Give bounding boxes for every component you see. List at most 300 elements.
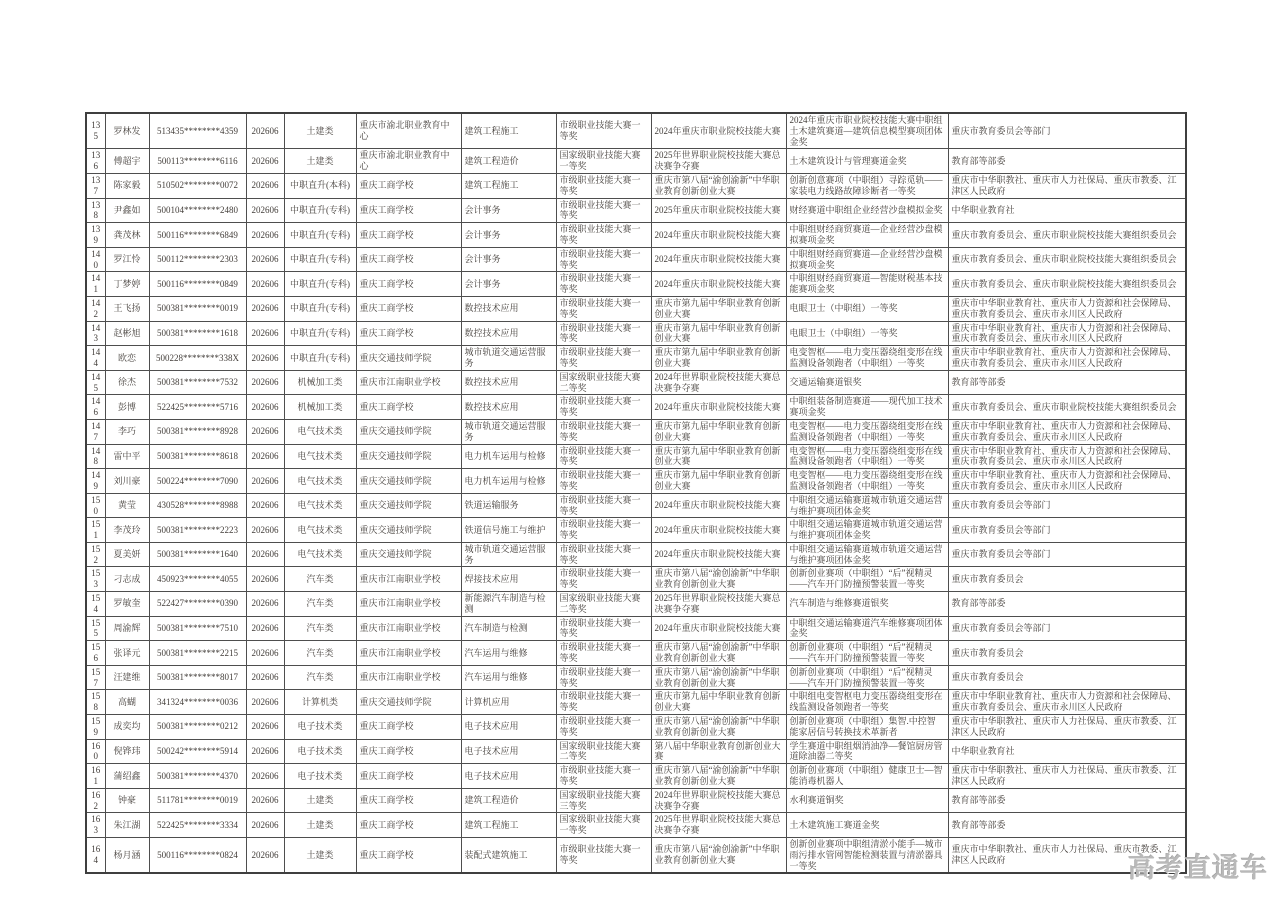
cell-code: 202606	[246, 690, 284, 715]
cell-organizer: 重庆市教育委员会、重庆市职业院校技能大赛组织委员会	[948, 395, 1186, 420]
cell-level: 市级职业技能大赛一等奖	[556, 567, 651, 592]
cell-competition: 第八届中华职业教育创新创业大赛	[651, 739, 786, 764]
cell-major: 汽车运用与维修	[461, 641, 556, 666]
cell-code: 202606	[246, 641, 284, 666]
cell-organizer: 重庆市中华职业教育社、重庆市人力资源和社会保障局、重庆市教育委员会、重庆市永川区人民政府	[948, 296, 1186, 321]
table-row	[86, 247, 1186, 272]
cell-id: 500381********8618	[149, 444, 246, 469]
cell-level: 市级职业技能大赛一等奖	[556, 223, 651, 248]
cell-major: 铁道信号施工与维护	[461, 518, 556, 543]
cell-name: 周渝辉	[105, 616, 149, 641]
cell-organizer: 教育部等部委	[948, 370, 1186, 395]
cell-school: 重庆市江南职业学校	[356, 641, 461, 666]
cell-name: 蒲绍鑫	[105, 764, 149, 789]
cell-award: 电变智枢——电力变压器绕组变形在线监测设备领跑者（中职组）一等奖	[786, 419, 948, 444]
cell-major: 会计事务	[461, 223, 556, 248]
cell-no: 156	[86, 641, 105, 666]
cell-major: 城市轨道交通运营服务	[461, 419, 556, 444]
table-row	[86, 518, 1186, 543]
cell-no: 146	[86, 395, 105, 420]
cell-no: 150	[86, 493, 105, 518]
cell-school: 重庆市渝北职业教育中心	[356, 113, 461, 149]
cell-competition: 2024年重庆市职业院校技能大赛	[651, 542, 786, 567]
cell-name: 罗江怜	[105, 247, 149, 272]
cell-competition: 2024年世界职业院校技能大赛总决赛争夺赛	[651, 370, 786, 395]
cell-category: 中职直升(专科)	[284, 272, 356, 297]
cell-school: 重庆市江南职业学校	[356, 665, 461, 690]
cell-major: 数控技术应用	[461, 395, 556, 420]
cell-name: 罗林发	[105, 113, 149, 149]
cell-id: 500381********7532	[149, 370, 246, 395]
table-row	[86, 493, 1186, 518]
cell-major: 建筑工程施工	[461, 113, 556, 149]
cell-major: 电力机车运用与检修	[461, 444, 556, 469]
cell-code: 202606	[246, 223, 284, 248]
cell-organizer: 重庆市中华职教社、重庆市人力社保局、重庆市教委、江津区人民政府	[948, 838, 1186, 874]
cell-no: 161	[86, 764, 105, 789]
table-row	[86, 272, 1186, 297]
cell-organizer: 重庆市教育委员会	[948, 641, 1186, 666]
cell-award: 财经赛道中职组企业经营沙盘模拟金奖	[786, 198, 948, 223]
cell-school: 重庆交通技师学院	[356, 469, 461, 494]
table-row	[86, 321, 1186, 346]
table-row	[86, 592, 1186, 617]
cell-level: 市级职业技能大赛一等奖	[556, 247, 651, 272]
cell-name: 倪铧玮	[105, 739, 149, 764]
cell-competition: 重庆市第八届“渝创渝新”中华职业教育创新创业大赛	[651, 764, 786, 789]
cell-organizer: 重庆市教育委员会等部门	[948, 518, 1186, 543]
cell-id: 511781********0019	[149, 788, 246, 813]
cell-code: 202606	[246, 592, 284, 617]
cell-code: 202606	[246, 813, 284, 838]
table-row	[86, 198, 1186, 223]
cell-id: 513435********4359	[149, 113, 246, 149]
cell-award: 中职组电变智枢电力变压器绕组变形在线监测设备领跑者一等奖	[786, 690, 948, 715]
cell-category: 机械加工类	[284, 370, 356, 395]
cell-name: 赵彬旭	[105, 321, 149, 346]
cell-competition: 2025年世界职业院校技能大赛总决赛争夺赛	[651, 149, 786, 174]
cell-category: 汽车类	[284, 592, 356, 617]
cell-competition: 重庆市第九届中华职业教育创新创业大赛	[651, 444, 786, 469]
cell-name: 李巧	[105, 419, 149, 444]
table-row	[86, 113, 1186, 149]
cell-competition: 2025年重庆市职业院校技能大赛	[651, 198, 786, 223]
cell-competition: 重庆市第八届“渝创渝新”中华职业教育创新创业大赛	[651, 838, 786, 874]
cell-category: 中职直升(专科)	[284, 296, 356, 321]
cell-code: 202606	[246, 764, 284, 789]
cell-level: 市级职业技能大赛一等奖	[556, 616, 651, 641]
table-row	[86, 444, 1186, 469]
cell-organizer: 重庆市中华职业教育社、重庆市人力资源和社会保障局、重庆市教育委员会、重庆市永川区人民政府	[948, 690, 1186, 715]
cell-no: 135	[86, 113, 105, 149]
cell-major: 会计事务	[461, 272, 556, 297]
cell-category: 计算机类	[284, 690, 356, 715]
cell-school: 重庆交通技师学院	[356, 518, 461, 543]
cell-major: 建筑工程施工	[461, 173, 556, 198]
cell-level: 市级职业技能大赛一等奖	[556, 764, 651, 789]
cell-category: 中职直升(专科)	[284, 346, 356, 371]
cell-id: 500116********0849	[149, 272, 246, 297]
cell-no: 158	[86, 690, 105, 715]
cell-award: 中职组财经商贸赛道—企业经营沙盘模拟赛项金奖	[786, 223, 948, 248]
cell-level: 市级职业技能大赛一等奖	[556, 346, 651, 371]
cell-competition: 重庆市第八届“渝创渝新”中华职业教育创新创业大赛	[651, 641, 786, 666]
cell-level: 市级职业技能大赛一等奖	[556, 838, 651, 874]
cell-no: 147	[86, 419, 105, 444]
cell-id: 522425********5716	[149, 395, 246, 420]
cell-organizer: 重庆市中华职业教育社、重庆市人力资源和社会保障局、重庆市教育委员会、重庆市永川区人民政府	[948, 419, 1186, 444]
cell-award: 创新创业赛项（中职组）健康卫士—智能消毒机器人	[786, 764, 948, 789]
cell-competition: 重庆市第九届中华职业教育创新创业大赛	[651, 321, 786, 346]
cell-school: 重庆交通技师学院	[356, 346, 461, 371]
cell-level: 市级职业技能大赛一等奖	[556, 690, 651, 715]
cell-name: 汪建维	[105, 665, 149, 690]
cell-category: 电气技术类	[284, 419, 356, 444]
cell-school: 重庆市江南职业学校	[356, 616, 461, 641]
cell-code: 202606	[246, 419, 284, 444]
cell-major: 城市轨道交通运营服务	[461, 346, 556, 371]
cell-level: 国家级职业技能大赛一等奖	[556, 149, 651, 174]
cell-category: 土建类	[284, 838, 356, 874]
cell-name: 雷中平	[105, 444, 149, 469]
cell-id: 500381********7510	[149, 616, 246, 641]
cell-no: 164	[86, 838, 105, 874]
cell-competition: 2024年重庆市职业院校技能大赛	[651, 272, 786, 297]
cell-major: 数控技术应用	[461, 296, 556, 321]
cell-code: 202606	[246, 542, 284, 567]
cell-school: 重庆工商学校	[356, 198, 461, 223]
cell-category: 土建类	[284, 149, 356, 174]
cell-organizer: 重庆市教育委员会等部门	[948, 113, 1186, 149]
cell-id: 522425********3334	[149, 813, 246, 838]
cell-award: 电眼卫士（中职组）一等奖	[786, 321, 948, 346]
cell-name: 龚茂林	[105, 223, 149, 248]
cell-competition: 2024年重庆市职业院校技能大赛	[651, 223, 786, 248]
cell-category: 机械加工类	[284, 395, 356, 420]
cell-id: 500381********1618	[149, 321, 246, 346]
cell-award: 电变智枢——电力变压器绕组变形在线监测设备领跑者（中职组）一等奖	[786, 444, 948, 469]
cell-major: 电子技术应用	[461, 739, 556, 764]
cell-award: 中职组财经商贸赛道—企业经营沙盘模拟赛项金奖	[786, 247, 948, 272]
cell-level: 市级职业技能大赛一等奖	[556, 542, 651, 567]
cell-award: 2024年重庆市职业院校技能大赛中职组土木建筑赛道—建筑信息模型赛项团体金奖	[786, 113, 948, 149]
cell-award: 中职组交通运输赛道城市轨道交通运营与维护赛项团体金奖	[786, 518, 948, 543]
cell-school: 重庆交通技师学院	[356, 690, 461, 715]
cell-no: 145	[86, 370, 105, 395]
cell-organizer: 教育部等部委	[948, 149, 1186, 174]
cell-organizer: 重庆市教育委员会、重庆市职业院校技能大赛组织委员会	[948, 247, 1186, 272]
cell-id: 500381********4370	[149, 764, 246, 789]
table-row	[86, 838, 1186, 874]
cell-major: 建筑工程造价	[461, 788, 556, 813]
cell-code: 202606	[246, 272, 284, 297]
cell-id: 500381********2223	[149, 518, 246, 543]
cell-organizer: 重庆市中华职业教育社、重庆市人力资源和社会保障局、重庆市教育委员会、重庆市永川区人民政府	[948, 469, 1186, 494]
cell-award: 水利赛道铜奖	[786, 788, 948, 813]
cell-level: 市级职业技能大赛一等奖	[556, 198, 651, 223]
cell-level: 市级职业技能大赛一等奖	[556, 469, 651, 494]
cell-name: 夏美妍	[105, 542, 149, 567]
cell-id: 500381********8017	[149, 665, 246, 690]
cell-code: 202606	[246, 665, 284, 690]
cell-school: 重庆市渝北职业教育中心	[356, 149, 461, 174]
cell-school: 重庆交通技师学院	[356, 493, 461, 518]
cell-competition: 2024年重庆市职业院校技能大赛	[651, 113, 786, 149]
cell-level: 市级职业技能大赛一等奖	[556, 715, 651, 740]
cell-major: 汽车运用与维修	[461, 665, 556, 690]
cell-no: 149	[86, 469, 105, 494]
cell-no: 143	[86, 321, 105, 346]
cell-major: 会计事务	[461, 198, 556, 223]
cell-award: 学生赛道中职组烟消油净—餐馆厨房管道除油器二等奖	[786, 739, 948, 764]
cell-level: 市级职业技能大赛一等奖	[556, 272, 651, 297]
table-row	[86, 395, 1186, 420]
cell-organizer: 教育部等部委	[948, 592, 1186, 617]
table-row	[86, 788, 1186, 813]
cell-level: 国家级职业技能大赛二等奖	[556, 592, 651, 617]
cell-school: 重庆交通技师学院	[356, 444, 461, 469]
cell-major: 会计事务	[461, 247, 556, 272]
cell-award: 创新创业赛项（中职组）“后”视精灵——汽车开门防撞预警装置一等奖	[786, 665, 948, 690]
table-row	[86, 739, 1186, 764]
cell-no: 139	[86, 223, 105, 248]
cell-name: 刁志成	[105, 567, 149, 592]
award-table-body	[86, 113, 1186, 873]
cell-no: 159	[86, 715, 105, 740]
cell-code: 202606	[246, 247, 284, 272]
cell-category: 电子技术类	[284, 764, 356, 789]
cell-category: 电子技术类	[284, 715, 356, 740]
cell-id: 500381********2215	[149, 641, 246, 666]
cell-id: 500381********0019	[149, 296, 246, 321]
cell-level: 市级职业技能大赛一等奖	[556, 518, 651, 543]
cell-category: 土建类	[284, 113, 356, 149]
cell-level: 市级职业技能大赛一等奖	[556, 113, 651, 149]
cell-organizer: 重庆市中华职教社、重庆市人力社保局、重庆市教委、江津区人民政府	[948, 715, 1186, 740]
cell-name: 丁梦婷	[105, 272, 149, 297]
cell-level: 国家级职业技能大赛一等奖	[556, 813, 651, 838]
cell-major: 电子技术应用	[461, 764, 556, 789]
cell-award: 土木建筑施工赛道金奖	[786, 813, 948, 838]
cell-school: 重庆工商学校	[356, 247, 461, 272]
table-row	[86, 346, 1186, 371]
cell-organizer: 中华职业教育社	[948, 198, 1186, 223]
cell-level: 市级职业技能大赛一等奖	[556, 321, 651, 346]
cell-award: 中职组交通运输赛道城市轨道交通运营与维护赛项团体金奖	[786, 493, 948, 518]
cell-name: 朱江湖	[105, 813, 149, 838]
table-row	[86, 469, 1186, 494]
cell-no: 152	[86, 542, 105, 567]
cell-name: 王飞扬	[105, 296, 149, 321]
cell-category: 汽车类	[284, 616, 356, 641]
cell-award: 中职组交通运输赛道城市轨道交通运营与维护赛项团体金奖	[786, 542, 948, 567]
cell-level: 市级职业技能大赛一等奖	[556, 493, 651, 518]
cell-code: 202606	[246, 469, 284, 494]
cell-award: 土木建筑设计与管理赛道金奖	[786, 149, 948, 174]
table-row	[86, 813, 1186, 838]
cell-category: 电气技术类	[284, 444, 356, 469]
cell-level: 市级职业技能大赛一等奖	[556, 419, 651, 444]
cell-organizer: 重庆市教育委员会等部门	[948, 542, 1186, 567]
cell-major: 电子技术应用	[461, 715, 556, 740]
cell-competition: 重庆市第九届中华职业教育创新创业大赛	[651, 690, 786, 715]
cell-code: 202606	[246, 395, 284, 420]
cell-id: 500381********0212	[149, 715, 246, 740]
cell-organizer: 教育部等部委	[948, 813, 1186, 838]
cell-award: 创新创意赛项（中职组）寻踪觅轨——家装电力线路故障诊断者一等奖	[786, 173, 948, 198]
cell-category: 电气技术类	[284, 469, 356, 494]
cell-name: 尹鑫如	[105, 198, 149, 223]
cell-category: 土建类	[284, 788, 356, 813]
cell-code: 202606	[246, 173, 284, 198]
cell-code: 202606	[246, 493, 284, 518]
cell-name: 罗敏奎	[105, 592, 149, 617]
cell-id: 522427********0390	[149, 592, 246, 617]
cell-competition: 2024年重庆市职业院校技能大赛	[651, 493, 786, 518]
cell-id: 341324********0036	[149, 690, 246, 715]
cell-award: 电眼卫士（中职组）一等奖	[786, 296, 948, 321]
cell-major: 焊接技术应用	[461, 567, 556, 592]
cell-no: 144	[86, 346, 105, 371]
cell-category: 土建类	[284, 813, 356, 838]
cell-school: 重庆工商学校	[356, 223, 461, 248]
cell-id: 500116********0824	[149, 838, 246, 874]
cell-no: 155	[86, 616, 105, 641]
table-row	[86, 690, 1186, 715]
cell-competition: 重庆市第九届中华职业教育创新创业大赛	[651, 296, 786, 321]
cell-code: 202606	[246, 198, 284, 223]
cell-competition: 重庆市第九届中华职业教育创新创业大赛	[651, 469, 786, 494]
cell-award: 创新创业赛项（中职组）“后”视精灵——汽车开门防撞预警装置一等奖	[786, 567, 948, 592]
cell-competition: 重庆市第八届“渝创渝新”中华职业教育创新创业大赛	[651, 567, 786, 592]
cell-no: 142	[86, 296, 105, 321]
cell-category: 中职直升(专科)	[284, 321, 356, 346]
cell-school: 重庆工商学校	[356, 715, 461, 740]
cell-organizer: 重庆市中华职业教育社、重庆市人力资源和社会保障局、重庆市教育委员会、重庆市永川区人民政府	[948, 321, 1186, 346]
cell-name: 成奕均	[105, 715, 149, 740]
cell-category: 电气技术类	[284, 518, 356, 543]
cell-no: 163	[86, 813, 105, 838]
cell-school: 重庆工商学校	[356, 764, 461, 789]
cell-no: 141	[86, 272, 105, 297]
cell-name: 钟豪	[105, 788, 149, 813]
cell-code: 202606	[246, 788, 284, 813]
table-row	[86, 616, 1186, 641]
cell-school: 重庆交通技师学院	[356, 542, 461, 567]
cell-id: 500112********2303	[149, 247, 246, 272]
cell-major: 铁道运输服务	[461, 493, 556, 518]
cell-category: 中职直升(本科)	[284, 173, 356, 198]
cell-organizer: 重庆市教育委员会	[948, 567, 1186, 592]
cell-code: 202606	[246, 567, 284, 592]
cell-id: 500116********6849	[149, 223, 246, 248]
cell-no: 151	[86, 518, 105, 543]
cell-organizer: 重庆市教育委员会等部门	[948, 493, 1186, 518]
cell-organizer: 重庆市中华职教社、重庆市人力社保局、重庆市教委、江津区人民政府	[948, 173, 1186, 198]
cell-school: 重庆工商学校	[356, 788, 461, 813]
cell-competition: 重庆市第九届中华职业教育创新创业大赛	[651, 346, 786, 371]
cell-name: 黄莹	[105, 493, 149, 518]
table-row	[86, 419, 1186, 444]
cell-organizer: 重庆市教育委员会等部门	[948, 616, 1186, 641]
cell-organizer: 教育部等部委	[948, 788, 1186, 813]
cell-id: 500381********8928	[149, 419, 246, 444]
table-row	[86, 173, 1186, 198]
cell-name: 高蝴	[105, 690, 149, 715]
cell-competition: 重庆市第八届“渝创渝新”中华职业教育创新创业大赛	[651, 715, 786, 740]
table-row	[86, 715, 1186, 740]
cell-competition: 2024年重庆市职业院校技能大赛	[651, 247, 786, 272]
cell-no: 148	[86, 444, 105, 469]
cell-award: 中职组装备制造赛道——现代加工技术赛项金奖	[786, 395, 948, 420]
table-row	[86, 665, 1186, 690]
cell-category: 汽车类	[284, 665, 356, 690]
cell-major: 计算机应用	[461, 690, 556, 715]
cell-school: 重庆工商学校	[356, 813, 461, 838]
cell-code: 202606	[246, 321, 284, 346]
cell-category: 电气技术类	[284, 542, 356, 567]
cell-level: 国家级职业技能大赛三等奖	[556, 788, 651, 813]
table-row	[86, 567, 1186, 592]
cell-name: 陈家毅	[105, 173, 149, 198]
cell-code: 202606	[246, 518, 284, 543]
cell-no: 160	[86, 739, 105, 764]
cell-id: 430528********8988	[149, 493, 246, 518]
cell-major: 新能源汽车制造与检测	[461, 592, 556, 617]
cell-category: 中职直升(专科)	[284, 223, 356, 248]
cell-competition: 重庆市第八届“渝创渝新”中华职业教育创新创业大赛	[651, 665, 786, 690]
cell-id: 500104********2480	[149, 198, 246, 223]
cell-code: 202606	[246, 346, 284, 371]
cell-award: 创新创业赛项（中职组）集智.中控智能家居信号转换技术革新者	[786, 715, 948, 740]
cell-award: 电变智枢——电力变压器绕组变形在线监测设备领跑者（中职组）一等奖	[786, 469, 948, 494]
cell-no: 162	[86, 788, 105, 813]
cell-level: 市级职业技能大赛一等奖	[556, 444, 651, 469]
cell-organizer: 重庆市中华职业教育社、重庆市人力资源和社会保障局、重庆市教育委员会、重庆市永川区人民政府	[948, 346, 1186, 371]
cell-no: 140	[86, 247, 105, 272]
cell-category: 电气技术类	[284, 493, 356, 518]
cell-code: 202606	[246, 113, 284, 149]
cell-organizer: 重庆市教育委员会	[948, 665, 1186, 690]
cell-major: 数控技术应用	[461, 321, 556, 346]
cell-category: 汽车类	[284, 641, 356, 666]
cell-competition: 2024年世界职业院校技能大赛总决赛争夺赛	[651, 788, 786, 813]
table-row	[86, 223, 1186, 248]
cell-award: 中职组财经商贸赛道—智能财税基本技能赛项金奖	[786, 272, 948, 297]
table-row	[86, 542, 1186, 567]
cell-name: 李茂玲	[105, 518, 149, 543]
cell-code: 202606	[246, 444, 284, 469]
cell-no: 153	[86, 567, 105, 592]
cell-level: 国家级职业技能大赛二等奖	[556, 370, 651, 395]
cell-code: 202606	[246, 296, 284, 321]
table-row	[86, 149, 1186, 174]
cell-competition: 2024年重庆市职业院校技能大赛	[651, 395, 786, 420]
cell-code: 202606	[246, 149, 284, 174]
cell-name: 杨月涵	[105, 838, 149, 874]
table-row	[86, 764, 1186, 789]
cell-no: 137	[86, 173, 105, 198]
cell-name: 欧恋	[105, 346, 149, 371]
cell-major: 电力机车运用与检修	[461, 469, 556, 494]
cell-code: 202606	[246, 370, 284, 395]
cell-id: 500381********1640	[149, 542, 246, 567]
cell-code: 202606	[246, 715, 284, 740]
cell-level: 市级职业技能大赛一等奖	[556, 173, 651, 198]
cell-level: 市级职业技能大赛一等奖	[556, 641, 651, 666]
cell-competition: 2024年重庆市职业院校技能大赛	[651, 518, 786, 543]
cell-school: 重庆工商学校	[356, 296, 461, 321]
